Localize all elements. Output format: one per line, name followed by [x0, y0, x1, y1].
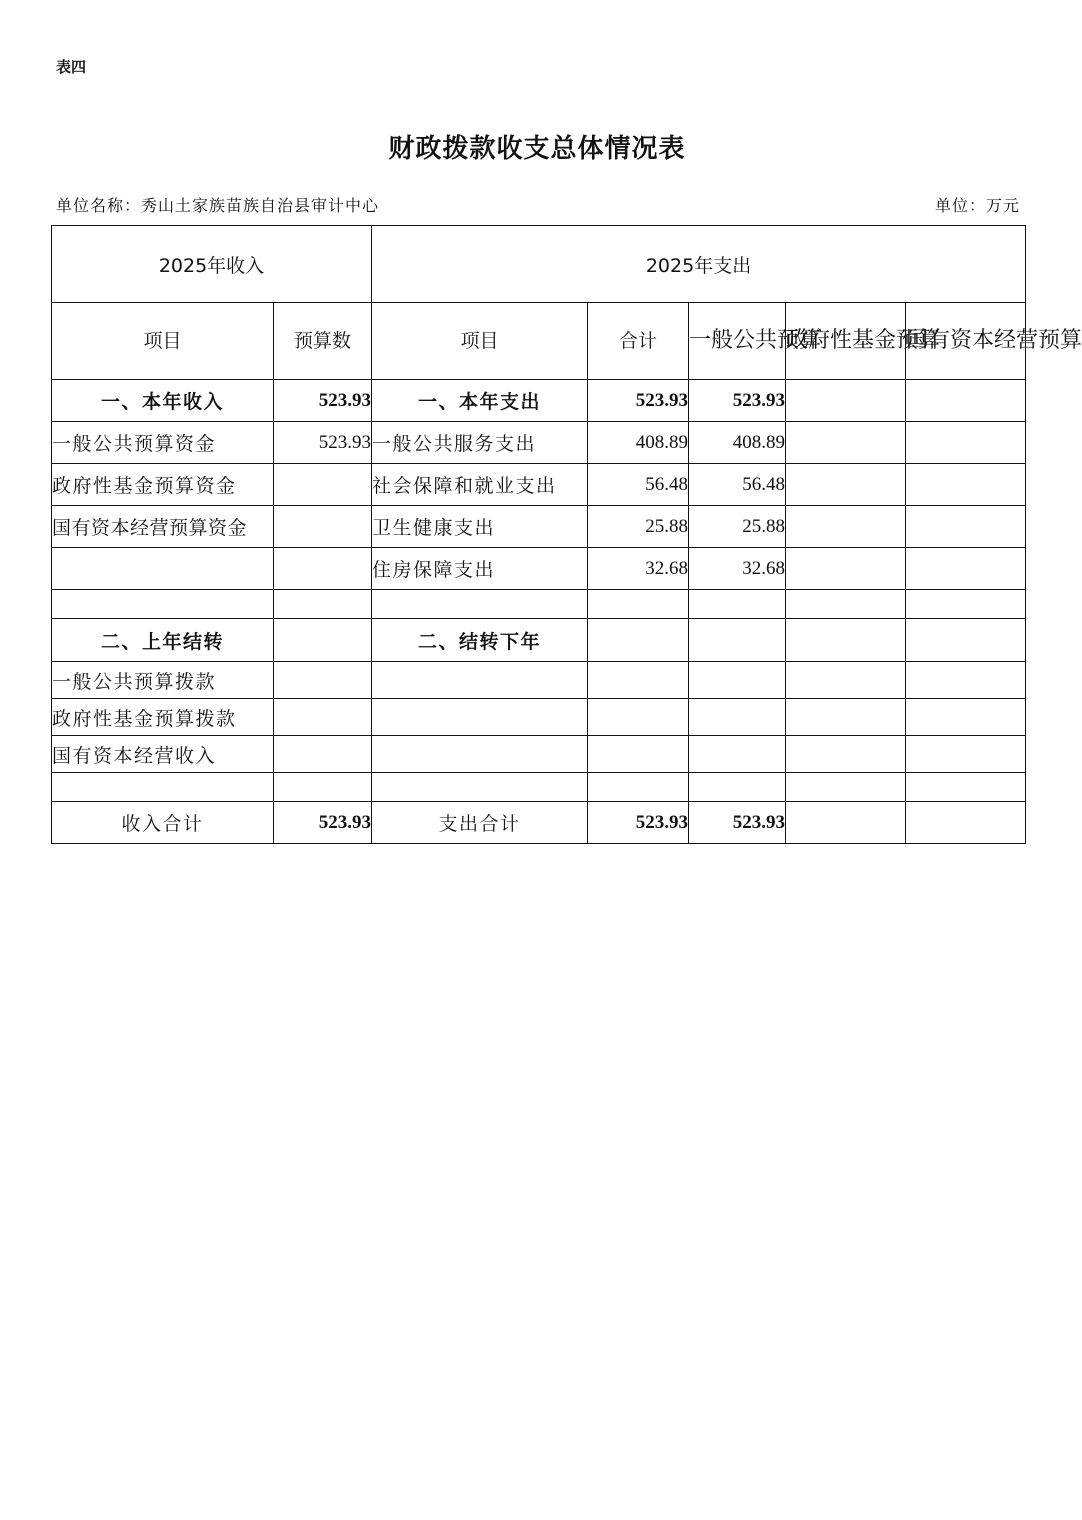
expense-total-label: 支出合计	[372, 802, 588, 844]
expense-total	[588, 736, 689, 773]
table-row	[52, 422, 1026, 464]
table-header-row-2	[52, 303, 1026, 380]
expense-fund	[786, 506, 906, 548]
expense-fund	[786, 422, 906, 464]
table-row	[52, 464, 1026, 506]
expense-general	[689, 590, 786, 619]
income-item: 政府性基金预算资金	[52, 464, 274, 506]
expense-item: 二、结转下年	[372, 619, 588, 662]
col-header-budget: 预算数	[274, 303, 372, 380]
col-header-total: 合计	[588, 303, 689, 380]
expense-item: 一般公共服务支出	[372, 422, 588, 464]
expense-general: 25.88	[689, 506, 786, 548]
expense-fund	[786, 464, 906, 506]
income-value	[274, 736, 372, 773]
income-item: 二、上年结转	[52, 619, 274, 662]
table-total-row	[52, 802, 1026, 844]
page-title: 财政拨款收支总体情况表	[388, 134, 686, 164]
income-item	[52, 590, 274, 619]
expense-item	[372, 662, 588, 699]
expense-general: 32.68	[689, 548, 786, 590]
expense-total: 25.88	[588, 506, 689, 548]
income-header: 2025年收入	[52, 226, 372, 303]
expense-state	[906, 802, 1026, 844]
col-header-general-budget: 一般公共预算	[689, 303, 786, 380]
expense-total	[588, 590, 689, 619]
table-row	[52, 506, 1026, 548]
expense-total: 56.48	[588, 464, 689, 506]
income-value	[274, 699, 372, 736]
col-header-fund-budget: 政府性基金预算	[786, 303, 906, 380]
income-value	[274, 662, 372, 699]
income-value	[274, 548, 372, 590]
income-value	[274, 619, 372, 662]
expense-total: 523.93	[588, 802, 689, 844]
col-header-state-capital-budget: 国有资本经营预算	[906, 303, 1026, 380]
expense-item	[372, 590, 588, 619]
expense-general: 408.89	[689, 422, 786, 464]
income-item: 一般公共预算资金	[52, 422, 274, 464]
income-value	[274, 464, 372, 506]
expense-state	[906, 662, 1026, 699]
expense-item: 社会保障和就业支出	[372, 464, 588, 506]
expense-fund	[786, 736, 906, 773]
expense-item: 一、本年支出	[372, 380, 588, 422]
table-row	[52, 662, 1026, 699]
currency-unit: 单位：万元	[934, 196, 1020, 215]
fiscal-table	[51, 225, 1082, 844]
income-value	[274, 773, 372, 802]
income-item: 国有资本经营收入	[52, 736, 274, 773]
income-item: 一、本年收入	[52, 380, 274, 422]
income-item: 国有资本经营预算资金	[52, 506, 274, 548]
expense-general	[689, 773, 786, 802]
expense-fund	[786, 662, 906, 699]
expense-state	[906, 422, 1026, 464]
expense-total: 32.68	[588, 548, 689, 590]
expense-state	[906, 736, 1026, 773]
expense-fund	[786, 548, 906, 590]
expense-total	[588, 619, 689, 662]
col-header-expense-item: 项目	[372, 303, 588, 380]
income-item: 一般公共预算拨款	[52, 662, 274, 699]
expense-general: 523.93	[689, 802, 786, 844]
expense-general	[689, 662, 786, 699]
expense-state	[906, 619, 1026, 662]
table-row	[52, 773, 1026, 802]
expense-state	[906, 590, 1026, 619]
unit-name: 单位名称：秀山土家族苗族自治县审计中心	[56, 196, 380, 215]
expense-general: 56.48	[689, 464, 786, 506]
expense-total	[588, 662, 689, 699]
table-row	[52, 548, 1026, 590]
expense-item	[372, 699, 588, 736]
expense-state	[906, 699, 1026, 736]
expense-total	[588, 773, 689, 802]
income-total-label: 收入合计	[52, 802, 274, 844]
expense-fund	[786, 380, 906, 422]
table-row	[52, 699, 1026, 736]
expense-state	[906, 380, 1026, 422]
income-item	[52, 548, 274, 590]
expense-general	[689, 736, 786, 773]
expense-fund	[786, 619, 906, 662]
income-item: 政府性基金预算拨款	[52, 699, 274, 736]
expense-state	[906, 548, 1026, 590]
expense-total	[588, 699, 689, 736]
expense-fund	[786, 699, 906, 736]
table-row	[52, 736, 1026, 773]
income-value: 523.93	[274, 380, 372, 422]
expense-item	[372, 773, 588, 802]
income-value	[274, 590, 372, 619]
table-number-label: 表四	[56, 58, 87, 76]
expense-item: 卫生健康支出	[372, 506, 588, 548]
expense-item	[372, 736, 588, 773]
expense-general	[689, 699, 786, 736]
expense-total: 408.89	[588, 422, 689, 464]
expense-general	[689, 619, 786, 662]
expense-general: 523.93	[689, 380, 786, 422]
table-row	[52, 590, 1026, 619]
col-header-income-item: 项目	[52, 303, 274, 380]
income-value	[274, 506, 372, 548]
income-value: 523.93	[274, 422, 372, 464]
income-item	[52, 773, 274, 802]
expense-state	[906, 464, 1026, 506]
expense-item: 住房保障支出	[372, 548, 588, 590]
table-row	[52, 619, 1026, 662]
expense-fund	[786, 773, 906, 802]
expense-state	[906, 773, 1026, 802]
expense-total: 523.93	[588, 380, 689, 422]
expense-header: 2025年支出	[372, 226, 1026, 303]
expense-state	[906, 506, 1026, 548]
expense-fund	[786, 802, 906, 844]
income-total-value: 523.93	[274, 802, 372, 844]
expense-fund	[786, 590, 906, 619]
table-row	[52, 380, 1026, 422]
table-header-row-1	[52, 226, 1026, 303]
